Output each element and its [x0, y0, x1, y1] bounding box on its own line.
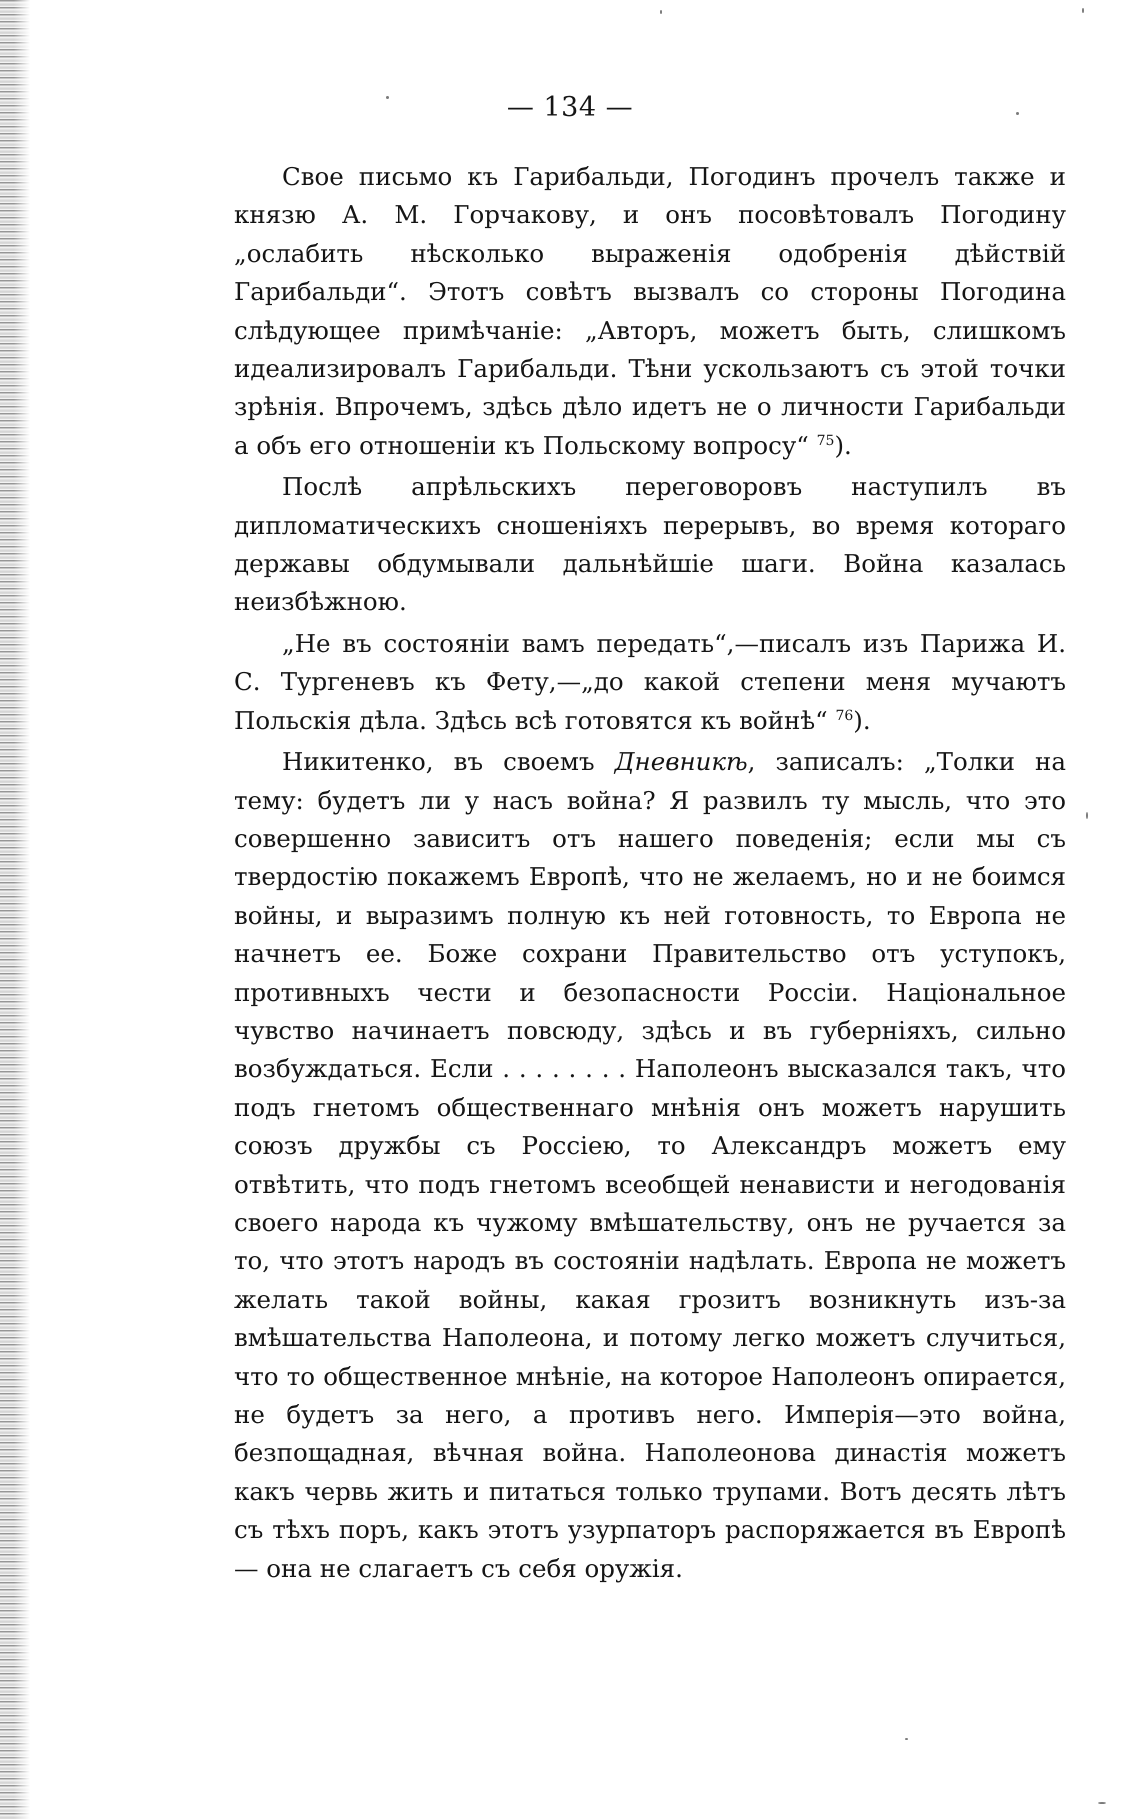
diary-title: Дневникѣ	[614, 747, 748, 777]
binding-edge-shadow	[0, 0, 30, 1819]
paragraph-3-tail: ).	[853, 705, 871, 735]
scan-speck	[905, 1738, 908, 1740]
paragraph-4	[234, 743, 1066, 1588]
footnote-ref-75: 75	[816, 432, 835, 449]
scan-speck	[1082, 8, 1084, 13]
body-text	[234, 158, 1066, 1591]
scan-speck	[386, 96, 389, 99]
footnote-ref-76: 76	[835, 707, 854, 724]
paragraph-3-text: „Не въ состояніи вамъ передать“,—писалъ изъ Парижа И. С. Тургеневъ къ Фету,—„до какой степени меня мучаютъ Польскія дѣла. Здѣсь всѣ готовятся къ войнѣ“	[234, 628, 1066, 735]
paragraph-4-lead: Никитенко, въ своемъ	[282, 747, 615, 777]
scan-speck	[660, 10, 662, 14]
paragraph-3	[234, 625, 1066, 740]
scan-speck	[1098, 1802, 1106, 1804]
page-number: — 134 —	[506, 92, 634, 123]
paragraph-2	[234, 468, 1066, 622]
scan-speck	[1086, 812, 1088, 819]
paragraph-4-text: , записалъ: „Толки на тему: будетъ ли у насъ война? Я развилъ ту мысль, что это совершенно зависитъ отъ нашего поведенія; если мы съ твердостію покажемъ Европѣ, что не желаемъ, но и не боимся войны, и выразимъ полную къ ней готовность, то Европа не начнетъ ее. Боже сохрани Правительство отъ уступокъ, противныхъ чести и безопасности Россіи. Національное чувство начинаетъ повсюду, здѣсь и въ губерніяхъ, сильно возбуждаться. Если . . . . . . . . Наполеонъ высказался такъ, что подъ гнетомъ общественнаго мнѣнія онъ можетъ нарушить союзъ дружбы съ Россіею, то Александръ можетъ ему отвѣтить, что подъ гнетомъ всеобщей ненависти и негодованія своего народа къ чужому вмѣшательству, онъ не ручается за то, что этотъ народъ въ состояніи надѣлать. Европа не можетъ желать такой войны, какая грозитъ возникнуть изъ-за вмѣшательства Наполеона, и потому легко можетъ случиться, что то общественное мнѣніе, на которое Наполеонъ опирается, не будетъ за него, а противъ него. Имперія—это война, безпощадная, вѣчная война. Наполеонова династія можетъ какъ червь жить и питаться только трупами. Вотъ десять лѣтъ съ тѣхъ поръ, какъ этотъ узурпаторъ распоряжается въ Европѣ — она не слагаетъ съ себя оружія.	[234, 747, 1066, 1583]
paragraph-1-text: Свое письмо къ Гарибальди, Погодинъ прочелъ также и князю А. М. Горчакову, и онъ посовѣтовалъ Погодину „ослабить нѣсколько выраженія одобренія дѣйствій Гарибальди“. Этотъ совѣтъ вызвалъ со стороны Погодина слѣдующее примѣчаніе: „Авторъ, можетъ быть, слишкомъ идеализировалъ Гарибальди. Тѣни ускользаютъ съ этой точки зрѣнія. Впрочемъ, здѣсь дѣло идетъ не о личности Гарибальди а объ его отношеніи къ Польскому вопросу“	[234, 162, 1066, 460]
paragraph-2-text: Послѣ апрѣльскихъ переговоровъ наступилъ въ дипломатическихъ сношеніяхъ перерывъ, во время котораго державы обдумывали дальнѣйшіе шаги. Война казалась неизбѣжною.	[234, 472, 1066, 617]
paragraph-1-tail: ).	[834, 430, 852, 460]
scan-speck	[1016, 112, 1019, 115]
paragraph-1	[234, 158, 1066, 465]
